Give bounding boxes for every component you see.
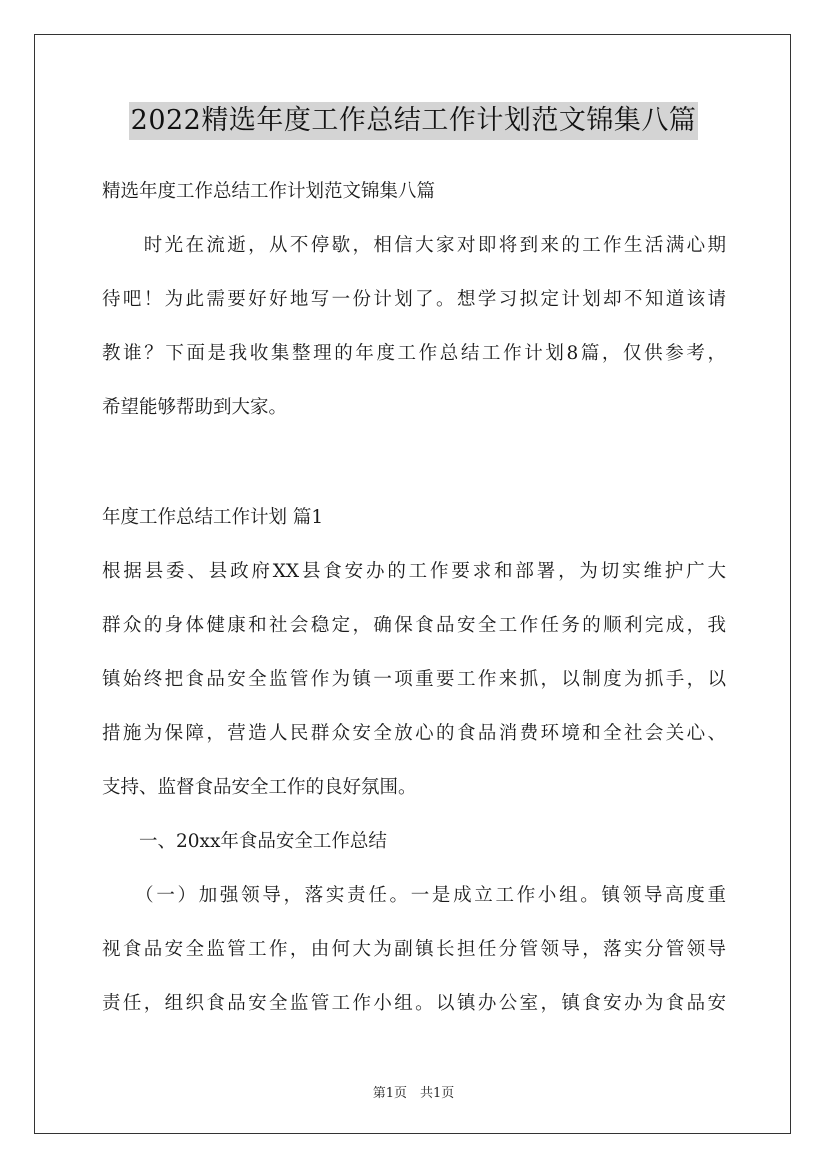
paragraph-line: 根据县委、县政府XX县食安办的工作要求和部署，为切实维护广大 bbox=[102, 561, 726, 582]
section-heading: 年度工作总结工作计划 篇1 bbox=[102, 507, 324, 528]
page-number: 第1页 共1页 bbox=[372, 1086, 455, 1101]
intro-line: 时光在流逝，从不停歇，相信大家对即将到来的工作生活满心期 bbox=[102, 235, 726, 256]
title-container bbox=[0, 102, 827, 140]
paragraph-line: 责任，组织食品安全监管工作小组。以镇办公室，镇食安办为食品安 bbox=[102, 993, 726, 1014]
document-subtitle: 精选年度工作总结工作计划范文锦集八篇 bbox=[102, 181, 436, 202]
paragraph-line: 镇始终把食品安全监管作为镇一项重要工作来抓，以制度为抓手，以 bbox=[102, 669, 726, 690]
subheading: 一、20xx年食品安全工作总结 bbox=[102, 831, 387, 852]
page-footer bbox=[0, 1082, 827, 1101]
paragraph-line: （一）加强领导，落实责任。一是成立工作小组。镇领导高度重 bbox=[102, 885, 726, 906]
document-title: 2022精选年度工作总结工作计划范文锦集八篇 bbox=[129, 102, 699, 140]
paragraph-line: 群众的身体健康和社会稳定，确保食品安全工作任务的顺利完成，我 bbox=[102, 615, 726, 636]
paragraph-line: 视食品安全监管工作，由何大为副镇长担任分管领导，落实分管领导 bbox=[102, 939, 726, 960]
intro-line: 希望能够帮助到大家。 bbox=[102, 397, 288, 418]
paragraph-line: 措施为保障，营造人民群众安全放心的食品消费环境和全社会关心、 bbox=[102, 723, 726, 744]
intro-line: 教谁？下面是我收集整理的年度工作总结工作计划8篇，仅供参考， bbox=[102, 343, 726, 364]
intro-line: 待吧！为此需要好好地写一份计划了。想学习拟定计划却不知道该请 bbox=[102, 289, 726, 310]
paragraph-line: 支持、监督食品安全工作的良好氛围。 bbox=[102, 777, 417, 798]
